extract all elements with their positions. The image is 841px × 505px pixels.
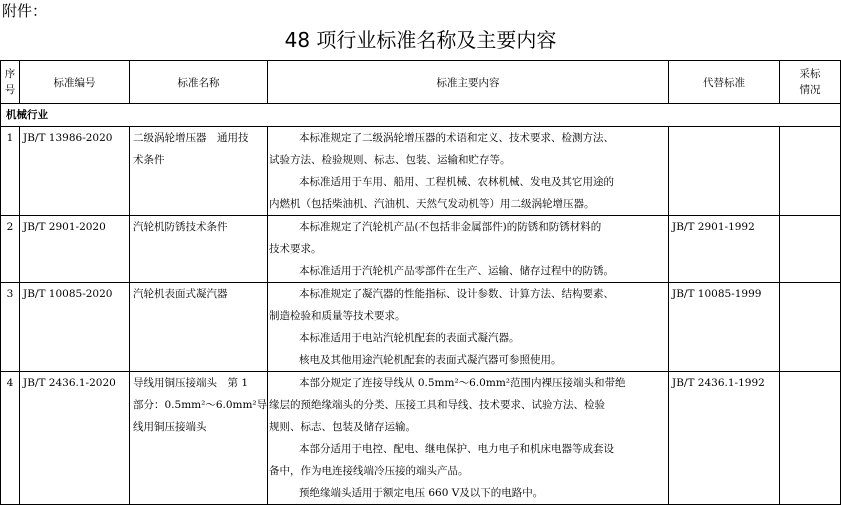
content-line: 试验方法、检验规则、标志、包装、运输和贮存等。 (269, 154, 511, 166)
content-line: 本标准规定了凝汽器的性能指标、设计参数、计算方法、结构要素、 (299, 288, 614, 300)
row-content (268, 283, 669, 372)
std-name-line: 部分：0.5mm²～6.0mm²导 (133, 399, 268, 411)
row-content (268, 372, 669, 505)
table-row (1, 372, 841, 505)
content-line: 本标准规定了二级涡轮增压器的术语和定义、技术要求、检测方法、 (299, 132, 614, 144)
row-seq: 2 (1, 216, 20, 283)
table-header-row (1, 61, 841, 104)
content-line: 本标准规定了汽轮机产品(不包括非金属部件)的防锈和防锈材料的 (299, 221, 602, 233)
row-content (268, 216, 669, 283)
header-std-name: 标准名称 (130, 61, 268, 104)
header-seq-label: 序号 (4, 68, 16, 96)
header-replaces: 代替标准 (669, 61, 780, 104)
content-line: 缘层的预绝缘端头的分类、压接工具和导线、技术要求、试验方法、检验 (269, 399, 605, 411)
attachment-label: 附件： (2, 2, 48, 20)
row-adoption (780, 283, 841, 372)
row-adoption (780, 216, 841, 283)
content-line: 本标准适用于电站汽轮机配套的表面式凝汽器。 (299, 332, 520, 344)
row-seq: 3 (1, 283, 20, 372)
row-seq: 1 (1, 127, 20, 216)
std-name-line: 线用铜压接端头 (133, 421, 207, 433)
content-line: 本部分适用于电控、配电、继电保护、电力电子和机床电器等成套设 (299, 443, 614, 455)
content-line: 本标准适用于汽轮机产品零部件在生产、运输、储存过程中的防锈。 (299, 265, 614, 277)
row-std-name (130, 372, 268, 505)
header-seq (1, 61, 20, 104)
row-adoption (780, 127, 841, 216)
table-row (1, 127, 841, 216)
table-row (1, 216, 841, 283)
row-std-name (130, 127, 268, 216)
row-std-no: JB/T 10085-2020 (20, 283, 130, 372)
row-replaces: JB/T 2901-1992 (669, 216, 780, 283)
row-seq: 4 (1, 372, 20, 505)
row-replaces (669, 127, 780, 216)
row-replaces: JB/T 10085-1999 (669, 283, 780, 372)
content-line: 备中，作为电连接线端冷压接的端头产品。 (269, 465, 469, 477)
row-std-name (130, 216, 268, 283)
table-row (1, 283, 841, 372)
content-line: 制造检验和质量等技术要求。 (269, 310, 406, 322)
content-line: 规则、标志、包装及储存运输。 (269, 421, 416, 433)
section-row (1, 104, 841, 127)
row-std-no: JB/T 2901-2020 (20, 216, 130, 283)
std-name-line: 汽轮机防锈技术条件 (133, 221, 228, 233)
page-title: 48 项行业标准名称及主要内容 (284, 28, 557, 52)
header-adoption (780, 61, 841, 104)
header-adoption-label: 采标情况 (799, 68, 821, 96)
content-line: 技术要求。 (269, 243, 322, 255)
std-name-line: 二级涡轮增压器 通用技 (133, 132, 249, 144)
row-std-no: JB/T 13986-2020 (20, 127, 130, 216)
std-name-line: 术条件 (133, 154, 165, 166)
content-line: 预绝缘端头适用于额定电压 660 V及以下的电路中。 (299, 487, 544, 499)
row-std-name (130, 283, 268, 372)
content-line: 本部分规定了连接导线从 0.5mm²～6.0mm²范围内裸压接端头和带绝 (299, 377, 626, 389)
content-line: 核电及其他用途汽轮机配套的表面式凝汽器可参照使用。 (299, 354, 562, 366)
std-name-line: 导线用铜压接端头 第 1 (133, 377, 249, 389)
row-content (268, 127, 669, 216)
header-std-no: 标准编号 (20, 61, 130, 104)
row-replaces: JB/T 2436.1-1992 (669, 372, 780, 505)
std-name-line: 汽轮机表面式凝汽器 (133, 288, 228, 300)
row-adoption (780, 372, 841, 505)
section-label: 机械行业 (1, 104, 841, 127)
content-line: 内燃机（包括柴油机、汽油机、天然气发动机等）用二级涡轮增压器。 (269, 198, 595, 210)
standards-table (0, 60, 841, 505)
row-std-no: JB/T 2436.1-2020 (20, 372, 130, 505)
content-line: 本标准适用于车用、船用、工程机械、农林机械、发电及其它用途的 (299, 176, 614, 188)
header-content: 标准主要内容 (268, 61, 669, 104)
